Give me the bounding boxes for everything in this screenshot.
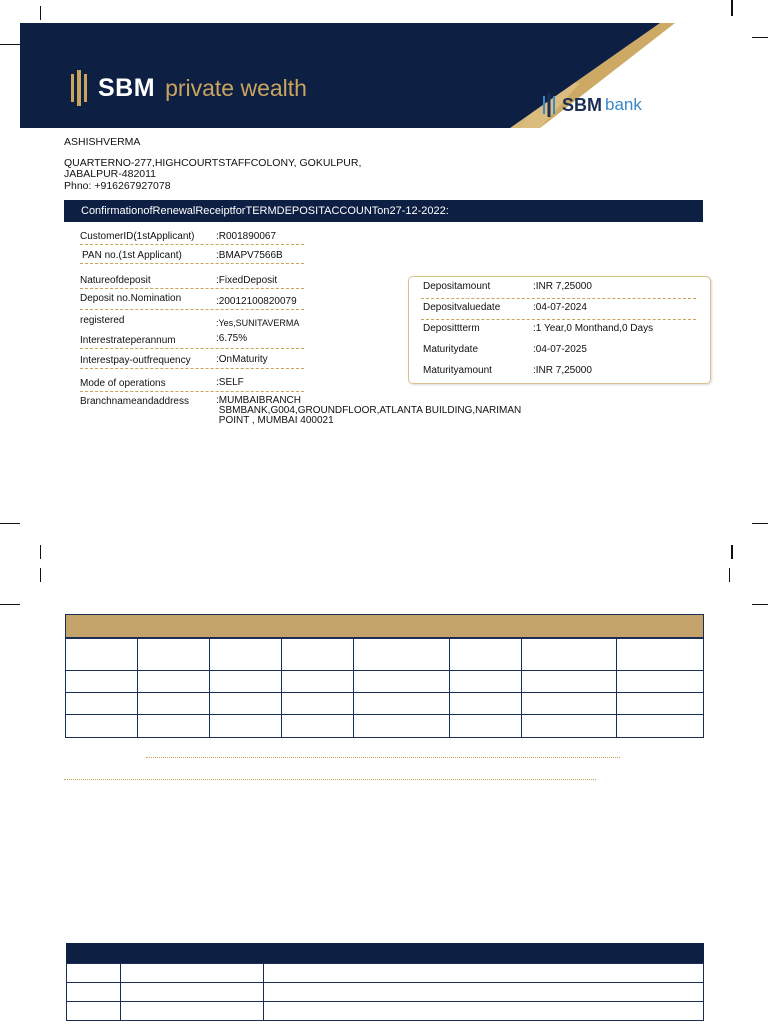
summary-label: Maturityamount bbox=[423, 365, 492, 376]
table-row bbox=[66, 693, 704, 715]
crop-mark bbox=[0, 44, 20, 45]
receipt-title: ConfirmationofRenewalReceiptforTERMDEPOSITACCOUNTon27-12-2022: bbox=[64, 200, 703, 222]
summary-row bbox=[421, 361, 696, 382]
crop-mark bbox=[40, 568, 41, 582]
table-row bbox=[67, 1002, 704, 1021]
detail-label: Interestrateperannum bbox=[80, 335, 176, 346]
customer-name: ASHISHVERMA bbox=[64, 136, 141, 148]
crop-mark bbox=[752, 37, 768, 38]
address-line-1: QUARTERNO-277,HIGHCOURTSTAFFCOLONY, GOKULPUR, bbox=[64, 157, 362, 169]
detail-label: Interestpay-outfrequency bbox=[80, 355, 191, 366]
sbm-mark-icon bbox=[68, 70, 90, 106]
table-row bbox=[66, 671, 704, 693]
dotted-separator bbox=[146, 757, 620, 758]
detail-value: :SELF bbox=[216, 377, 244, 388]
summary-row bbox=[421, 298, 696, 320]
branch-value: :MUMBAIBRANCH SBMBANK,G004,GROUNDFLOOR,ATLANTA BUILDING,NARIMAN POINT , MUMBAI 400021 bbox=[216, 395, 522, 426]
summary-label: Deposittterm bbox=[423, 323, 480, 334]
detail-value: :6.75% bbox=[216, 333, 248, 344]
detail-value: :OnMaturity bbox=[216, 354, 268, 365]
summary-row bbox=[421, 277, 696, 299]
detail-value: :Yes,SUNITAVERMA bbox=[216, 318, 300, 328]
sbm-mark-icon bbox=[542, 93, 556, 117]
summary-value: :04-07-2024 bbox=[533, 302, 587, 313]
dotted-separator bbox=[64, 779, 596, 780]
detail-row bbox=[80, 350, 304, 369]
crop-mark bbox=[0, 523, 20, 524]
table-row bbox=[66, 715, 704, 738]
summary-value: :INR 7,25000 bbox=[533, 281, 592, 292]
detail-label: Deposit no.Nomination bbox=[80, 293, 182, 304]
data-table bbox=[65, 638, 704, 738]
detail-row bbox=[80, 270, 304, 289]
detail-label: CustomerID(1stApplicant) bbox=[80, 231, 195, 242]
detail-row bbox=[80, 312, 304, 330]
summary-label: Depositamount bbox=[423, 281, 491, 292]
detail-row bbox=[80, 245, 304, 264]
crop-mark bbox=[729, 568, 730, 582]
data-table-2 bbox=[66, 963, 704, 1021]
sbm-private-wealth-logo bbox=[68, 68, 307, 108]
sbm-bank-logo bbox=[542, 91, 642, 119]
detail-value: :FixedDeposit bbox=[216, 275, 278, 286]
summary-row bbox=[421, 340, 696, 361]
detail-label: Mode of operations bbox=[80, 378, 166, 389]
detail-label: registered bbox=[80, 315, 125, 326]
summary-value: :04-07-2025 bbox=[533, 344, 587, 355]
summary-value: :1 Year,0 Monthand,0 Days bbox=[533, 323, 654, 334]
summary-label: Maturitydate bbox=[423, 344, 479, 355]
crop-mark bbox=[752, 523, 768, 524]
table-row bbox=[66, 639, 704, 671]
detail-row bbox=[80, 226, 304, 245]
crop-mark bbox=[0, 604, 20, 605]
summary-label: Depositvaluedate bbox=[423, 302, 501, 313]
detail-row bbox=[80, 291, 304, 310]
table2-header-bar bbox=[66, 943, 704, 963]
detail-label: Natureofdeposit bbox=[80, 275, 151, 286]
logo-bank-sbm-text: SBM bbox=[562, 94, 602, 115]
crop-mark bbox=[40, 6, 41, 20]
detail-value: :BMAPV7566B bbox=[216, 250, 283, 261]
summary-value: :INR 7,25000 bbox=[533, 365, 592, 376]
customer-phone: Phno: +916267927078 bbox=[64, 180, 171, 192]
table-header-bar bbox=[65, 614, 704, 638]
address-line-2: JABALPUR-482011 bbox=[64, 168, 157, 180]
crop-mark bbox=[731, 545, 733, 559]
logo-bank-tagline: bank bbox=[605, 95, 642, 114]
deposit-summary-box bbox=[408, 276, 711, 384]
table-row bbox=[67, 964, 704, 983]
logo-sbm-text: SBM bbox=[98, 73, 156, 102]
crop-mark bbox=[731, 0, 733, 16]
detail-row bbox=[80, 373, 304, 392]
logo-tagline: private wealth bbox=[165, 74, 307, 101]
table-row bbox=[67, 983, 704, 1002]
branch-label: Branchnameandaddress bbox=[80, 396, 189, 407]
crop-mark bbox=[40, 545, 41, 559]
detail-value: :20012100820079 bbox=[216, 296, 297, 307]
detail-label: PAN no.(1st Applicant) bbox=[82, 250, 182, 261]
detail-row bbox=[80, 330, 304, 349]
summary-row bbox=[421, 319, 696, 340]
crop-mark bbox=[752, 604, 768, 605]
detail-value: :R001890067 bbox=[216, 231, 277, 242]
